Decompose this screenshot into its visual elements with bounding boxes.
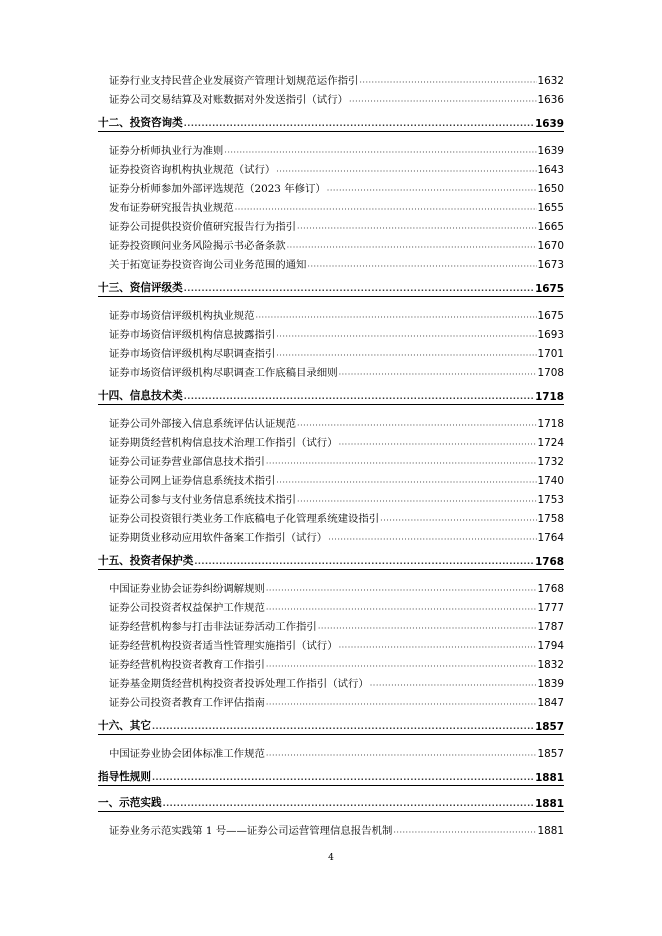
toc-page-number: 1768 <box>537 583 564 595</box>
dot-leader <box>318 624 537 633</box>
toc-page-number: 1768 <box>535 556 564 568</box>
toc-entry[interactable] <box>98 303 564 322</box>
dot-leader <box>266 700 537 709</box>
toc-label: 中国证券业协会团体标准工作规范 <box>109 748 265 760</box>
dot-leader <box>339 440 537 449</box>
toc-page-number: 1724 <box>537 437 564 449</box>
toc-label: 证券业务示范实践第 1 号——证券公司运营管理信息报告机制 <box>109 825 393 837</box>
toc-page-number: 1881 <box>537 825 564 837</box>
toc-page-number: 1718 <box>535 391 564 403</box>
dot-leader <box>266 662 537 671</box>
toc-page-number: 1787 <box>537 621 564 633</box>
toc-section-heading[interactable] <box>98 113 564 132</box>
toc-label: 证券基金期货经营机构投资者投诉处理工作指引（试行） <box>109 678 369 690</box>
toc-section-heading[interactable] <box>98 716 564 735</box>
page-number: 4 <box>328 853 334 863</box>
toc-entry[interactable] <box>98 671 564 690</box>
dot-leader <box>297 497 537 506</box>
toc-entry[interactable] <box>98 595 564 614</box>
dot-leader <box>393 828 536 837</box>
toc-page-number: 1777 <box>537 602 564 614</box>
toc-page-number: 1673 <box>537 259 564 271</box>
toc-label: 证券投资顾问业务风险揭示书必备条款 <box>109 240 286 252</box>
toc-page-number: 1675 <box>535 283 564 295</box>
dot-leader <box>266 751 537 760</box>
toc-page-number: 1636 <box>537 94 564 106</box>
toc-section-heading[interactable] <box>98 767 564 786</box>
toc-entry[interactable] <box>98 614 564 633</box>
toc-label: 证券行业支持民营企业发展资产管理计划规范运作指引 <box>109 75 359 87</box>
toc-label: 证券期货业移动应用软件备案工作指引（试行） <box>109 532 328 544</box>
dot-leader <box>152 775 534 784</box>
toc-page-number: 1693 <box>537 329 564 341</box>
dot-leader <box>370 681 537 690</box>
dot-leader <box>266 605 537 614</box>
toc-label: 十五、投资者保护类 <box>98 555 194 567</box>
toc-label: 证券公司交易结算及对账数据对外发送指引（试行） <box>109 94 348 106</box>
toc-entry[interactable] <box>98 633 564 652</box>
toc-page-number: 1639 <box>535 118 564 130</box>
toc-label: 中国证券业协会证券纠纷调解规则 <box>109 583 265 595</box>
toc-entry[interactable] <box>98 252 564 271</box>
toc-label: 证券公司投资者权益保护工作规范 <box>109 602 265 614</box>
toc-label: 十三、资信评级类 <box>98 282 183 294</box>
toc-page-number: 1650 <box>537 183 564 195</box>
dot-leader <box>163 801 535 810</box>
dot-leader <box>307 262 536 271</box>
dot-leader <box>297 224 537 233</box>
toc-entry[interactable] <box>98 487 564 506</box>
dot-leader <box>359 78 536 87</box>
dot-leader <box>339 370 537 379</box>
toc-entry[interactable] <box>98 157 564 176</box>
toc-section-heading[interactable] <box>98 551 564 570</box>
toc-page-number: 1881 <box>535 798 564 810</box>
toc-page-number: 1655 <box>537 202 564 214</box>
toc-entry[interactable] <box>98 176 564 195</box>
dot-leader <box>184 286 534 295</box>
dot-leader <box>380 516 536 525</box>
toc-entry[interactable] <box>98 741 564 760</box>
toc-entry[interactable] <box>98 138 564 157</box>
dot-leader <box>184 394 534 403</box>
toc-entry[interactable] <box>98 576 564 595</box>
toc-label: 证券公司提供投资价值研究报告行为指引 <box>109 221 297 233</box>
toc-entry[interactable] <box>98 411 564 430</box>
toc-page-number: 1881 <box>535 772 564 784</box>
toc-label: 证券经营机构参与打击非法证券活动工作指引 <box>109 621 317 633</box>
toc-entry[interactable] <box>98 652 564 671</box>
toc-page-number: 1732 <box>537 456 564 468</box>
toc-page-number: 1857 <box>537 748 564 760</box>
toc-label: 指导性规则 <box>98 771 151 783</box>
dot-leader <box>328 535 536 544</box>
table-of-contents <box>98 68 564 837</box>
toc-page-number: 1665 <box>537 221 564 233</box>
dot-leader <box>339 643 537 652</box>
dot-leader <box>152 724 534 733</box>
toc-label: 证券公司投资银行类业务工作底稿电子化管理系统建设指引 <box>109 513 380 525</box>
toc-entry[interactable] <box>98 87 564 106</box>
toc-label: 证券分析师执业行为准则 <box>109 145 224 157</box>
toc-entry[interactable] <box>98 468 564 487</box>
dot-leader <box>276 351 536 360</box>
toc-entry[interactable] <box>98 214 564 233</box>
toc-page-number: 1639 <box>537 145 564 157</box>
toc-label: 证券市场资信评级机构尽职调查指引 <box>109 348 276 360</box>
toc-page-number: 1740 <box>537 475 564 487</box>
dot-leader <box>255 313 536 322</box>
toc-label: 一、示范实践 <box>98 797 162 809</box>
toc-entry[interactable] <box>98 68 564 87</box>
toc-page-number: 1643 <box>537 164 564 176</box>
toc-label: 证券经营机构投资者适当性管理实施指引（试行） <box>109 640 338 652</box>
dot-leader <box>184 121 534 130</box>
toc-page-number: 1794 <box>537 640 564 652</box>
toc-page-number: 1758 <box>537 513 564 525</box>
toc-label: 证券经营机构投资者教育工作指引 <box>109 659 265 671</box>
toc-label: 十二、投资咨询类 <box>98 117 183 129</box>
toc-page-number: 1847 <box>537 697 564 709</box>
dot-leader <box>194 559 534 568</box>
toc-page-number: 1701 <box>537 348 564 360</box>
toc-label: 证券公司外部接入信息系统评估认证规范 <box>109 418 297 430</box>
dot-leader <box>276 167 536 176</box>
toc-label: 证券分析师参加外部评选规范（2023 年修订） <box>109 183 326 195</box>
toc-entry[interactable] <box>98 233 564 252</box>
dot-leader <box>276 332 536 341</box>
toc-label: 证券市场资信评级机构执业规范 <box>109 310 255 322</box>
dot-leader <box>287 243 537 252</box>
dot-leader <box>224 148 536 157</box>
toc-label: 十六、其它 <box>98 720 151 732</box>
dot-leader <box>276 478 536 487</box>
toc-page-number: 1753 <box>537 494 564 506</box>
toc-section-heading[interactable] <box>98 386 564 405</box>
toc-label: 证券期货经营机构信息技术治理工作指引（试行） <box>109 437 338 449</box>
toc-entry[interactable] <box>98 430 564 449</box>
toc-label: 十四、信息技术类 <box>98 390 183 402</box>
toc-label: 证券公司投资者教育工作评估指南 <box>109 697 265 709</box>
dot-leader <box>297 421 537 430</box>
toc-section-heading[interactable] <box>98 793 564 812</box>
dot-leader <box>235 205 537 214</box>
toc-page-number: 1764 <box>537 532 564 544</box>
toc-page-number: 1675 <box>537 310 564 322</box>
toc-page-number: 1708 <box>537 367 564 379</box>
toc-page-number: 1839 <box>537 678 564 690</box>
toc-entry[interactable] <box>98 322 564 341</box>
toc-page-number: 1632 <box>537 75 564 87</box>
toc-label: 证券市场资信评级机构信息披露指引 <box>109 329 276 341</box>
toc-entry[interactable] <box>98 360 564 379</box>
dot-leader <box>266 459 537 468</box>
toc-page-number: 1832 <box>537 659 564 671</box>
dot-leader <box>327 186 537 195</box>
dot-leader <box>266 586 537 595</box>
toc-entry[interactable] <box>98 341 564 360</box>
toc-label: 证券公司参与支付业务信息系统技术指引 <box>109 494 297 506</box>
toc-label: 发布证券研究报告执业规范 <box>109 202 234 214</box>
toc-section-heading[interactable] <box>98 278 564 297</box>
toc-entry[interactable] <box>98 195 564 214</box>
toc-entry[interactable] <box>98 506 564 525</box>
dot-leader <box>349 97 537 106</box>
toc-label: 关于拓宽证券投资咨询公司业务范围的通知 <box>109 259 307 271</box>
toc-entry[interactable] <box>98 449 564 468</box>
toc-label: 证券市场资信评级机构尽职调查工作底稿目录细则 <box>109 367 338 379</box>
toc-entry[interactable] <box>98 525 564 544</box>
toc-label: 证券公司网上证券信息系统技术指引 <box>109 475 276 487</box>
toc-label: 证券投资咨询机构执业规范（试行） <box>109 164 276 176</box>
toc-page-number: 1670 <box>537 240 564 252</box>
toc-entry[interactable] <box>98 690 564 709</box>
toc-page-number: 1718 <box>537 418 564 430</box>
toc-entry[interactable] <box>98 818 564 837</box>
toc-page-number: 1857 <box>535 721 564 733</box>
toc-label: 证券公司证券营业部信息技术指引 <box>109 456 265 468</box>
